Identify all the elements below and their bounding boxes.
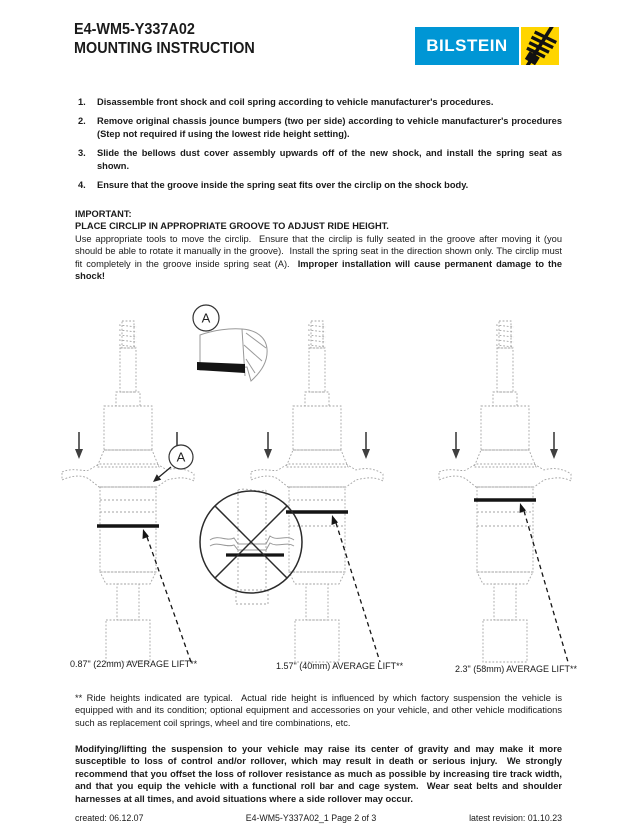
ride-height-note: ** Ride heights indicated are typical. Actual ride height is influenced by which factory suspension the vehicle is equipped with and its condition; optional equipment and accessories on your vehicle, and other vehicle modifications such as replacement coil springs, wheel and tire combinations, etc. [75,693,565,728]
rollover-warning: Modifying/lifting the suspension to your vehicle may raise its center of gravity and may make it more susceptible to loss of control and/or rollover, which may result in death or serious injury. We strongly recommend that you offset the loss of rollover resistance as much as possible by increasing tire track width, and that you equip the vehicle with a functional roll bar and cage system. Wear seat belts and shoulder harnesses at all times, and avoid situations where a side rollover may occur. [75,744,565,804]
doc-title: MOUNTING INSTRUCTION [74,40,255,57]
title-block [74,20,255,58]
svg-text:A: A [176,449,186,465]
part-number: E4-WM5-Y337A02 [74,21,195,38]
important-body [75,233,565,283]
important-section [75,208,565,282]
instruction-step [78,96,562,108]
svg-text:A: A [201,310,211,326]
important-body-text: Use appropriate tools to move the circlip. Ensure that the circlip is fully seated in the groove after moving it (you should be able to rotate it manually in the groove). Install the spring seat in the direction shown only. The circlip must fit completely in the groove inside spring seat (A). [75,233,565,269]
important-heading: PLACE CIRCLIP IN APPROPRIATE GROOVE TO ADJUST RIDE HEIGHT. [75,221,389,232]
step-text: Ensure that the groove inside the spring seat fits over the circlip on the shock body. [97,180,469,191]
wrong-installation-crossed-drawing [192,486,310,610]
instruction-step [78,115,565,140]
instruction-steps [78,96,565,198]
lift-caption-low: 0.87" (22mm) AVERAGE LIFT** [70,659,198,669]
footer-revision: latest revision: 01.10.23 [469,813,562,823]
bilstein-logo [415,27,559,65]
instruction-step [78,147,565,172]
lift-caption-mid: 1.57" (40mm) AVERAGE LIFT** [276,661,404,671]
lift-caption-high: 2.3" (58mm) AVERAGE LIFT** [455,664,578,674]
step-text: Disassemble front shock and coil spring according to vehicle manufacturer's procedures. [97,97,494,107]
shock-absorber-icon [521,27,559,65]
step-text: Remove original chassis jounce bumpers (two per side) according to vehicle manufacturer's procedures (Step not required if using the lowest ride height setting). [97,116,565,139]
footer-page-info: E4-WM5-Y337A02_1 Page 2 of 3 [245,813,377,823]
shock-drawing-high-lift [430,318,580,663]
step-number: 2. [78,116,86,127]
footer-created: created: 06.12.07 [75,813,144,823]
step-number: 1. [78,97,86,107]
important-body-warning: Improper installation will cause permanent damage to the shock! [75,258,565,282]
step-text: Slide the bellows dust cover assembly upwards off of the new shock, and install the spring seat as shown. [97,148,565,171]
shock-drawing-low-lift [53,318,203,663]
step-number: 4. [78,180,86,191]
instruction-step [78,179,562,191]
step-number: 3. [78,148,86,159]
logo-wordmark: BILSTEIN [415,27,519,65]
important-label: IMPORTANT: [75,209,132,219]
